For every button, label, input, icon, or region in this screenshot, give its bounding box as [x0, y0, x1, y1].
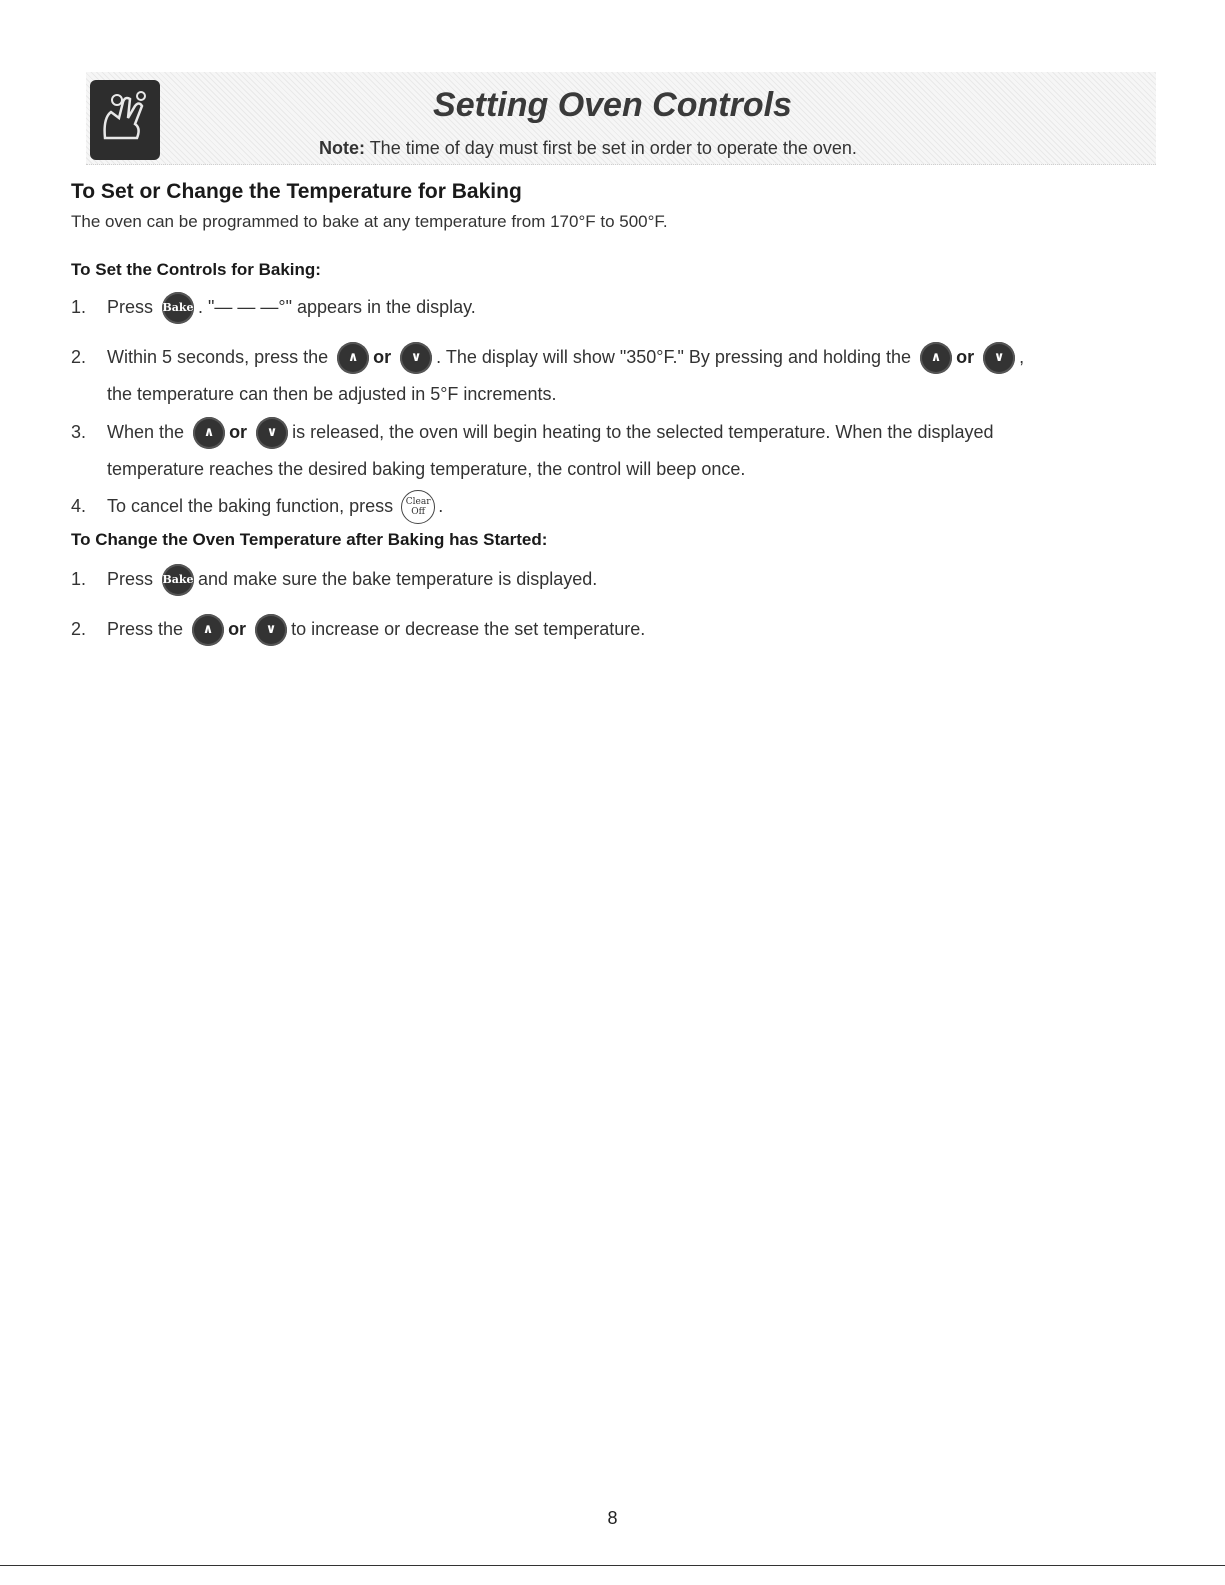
- up-arrow-key-icon: ∧: [337, 342, 369, 374]
- down-arrow-key-icon: ∨: [983, 342, 1015, 374]
- step-text: Within 5 seconds, press the: [107, 347, 329, 367]
- set-step-1: [71, 288, 1171, 326]
- step-text: to increase or decrease the set temperature.: [291, 619, 646, 639]
- step-number: 2.: [71, 619, 87, 639]
- step-text: . The display will show "350°F." By pressing and holding the: [436, 347, 912, 367]
- down-arrow-key-icon: ∨: [255, 614, 287, 646]
- step-text: When the: [107, 422, 185, 442]
- step-number: 4.: [71, 496, 87, 516]
- bake-key-icon: Bake: [162, 292, 194, 324]
- clear-off-key-icon: [401, 490, 435, 524]
- step-text: is released, the oven will begin heating to the selected temperature. When the displayed: [292, 422, 994, 442]
- step-continuation: temperature reaches the desired baking temperature, the control will beep once.: [107, 459, 746, 479]
- set-step-2: [71, 338, 1171, 412]
- bottom-divider: [0, 1565, 1225, 1566]
- change-step-1: [71, 560, 1171, 598]
- bake-key-icon: Bake: [162, 564, 194, 596]
- down-arrow-key-icon: ∨: [256, 417, 288, 449]
- or-text: or: [373, 347, 392, 367]
- step-text: Press: [107, 297, 154, 317]
- step-number: 1.: [71, 569, 87, 589]
- off-key-label: Off: [411, 507, 426, 518]
- time-of-day-note: [319, 138, 857, 159]
- up-arrow-key-icon: ∧: [192, 614, 224, 646]
- set-step-4: [71, 487, 1171, 525]
- change-step-2: [71, 610, 1171, 648]
- step-number: 2.: [71, 347, 87, 367]
- section-intro: The oven can be programmed to bake at any temperature from 170°F to 500°F.: [71, 212, 668, 231]
- page-number: 8: [607, 1508, 618, 1528]
- change-temp-title: To Change the Oven Temperature after Baking has Started:: [71, 530, 548, 549]
- step-text: ,: [1019, 347, 1025, 367]
- down-arrow-key-icon: ∨: [400, 342, 432, 374]
- step-text: Press the: [107, 619, 184, 639]
- up-arrow-key-icon: ∧: [193, 417, 225, 449]
- set-step-3: [71, 413, 1171, 487]
- up-arrow-key-icon: ∧: [920, 342, 952, 374]
- step-continuation: the temperature can then be adjusted in 5°F increments.: [107, 384, 557, 404]
- section-title: To Set or Change the Temperature for Baking: [71, 180, 522, 203]
- set-controls-title: To Set the Controls for Baking:: [71, 260, 321, 279]
- or-text: or: [229, 422, 248, 442]
- step-number: 3.: [71, 422, 87, 442]
- note-text: The time of day must first be set in order to operate the oven.: [369, 138, 857, 158]
- step-number: 1.: [71, 297, 87, 317]
- or-text: or: [956, 347, 975, 367]
- step-text: and make sure the bake temperature is displayed.: [198, 569, 598, 589]
- step-text: . "— — —°" appears in the display.: [198, 297, 476, 317]
- step-text: To cancel the baking function, press: [107, 496, 394, 516]
- page-title: Setting Oven Controls: [433, 86, 792, 124]
- step-text: Press: [107, 569, 154, 589]
- or-text: or: [228, 619, 247, 639]
- clear-key-label: Clear: [405, 497, 431, 508]
- step-text: .: [438, 496, 444, 516]
- note-label: Note:: [319, 138, 365, 158]
